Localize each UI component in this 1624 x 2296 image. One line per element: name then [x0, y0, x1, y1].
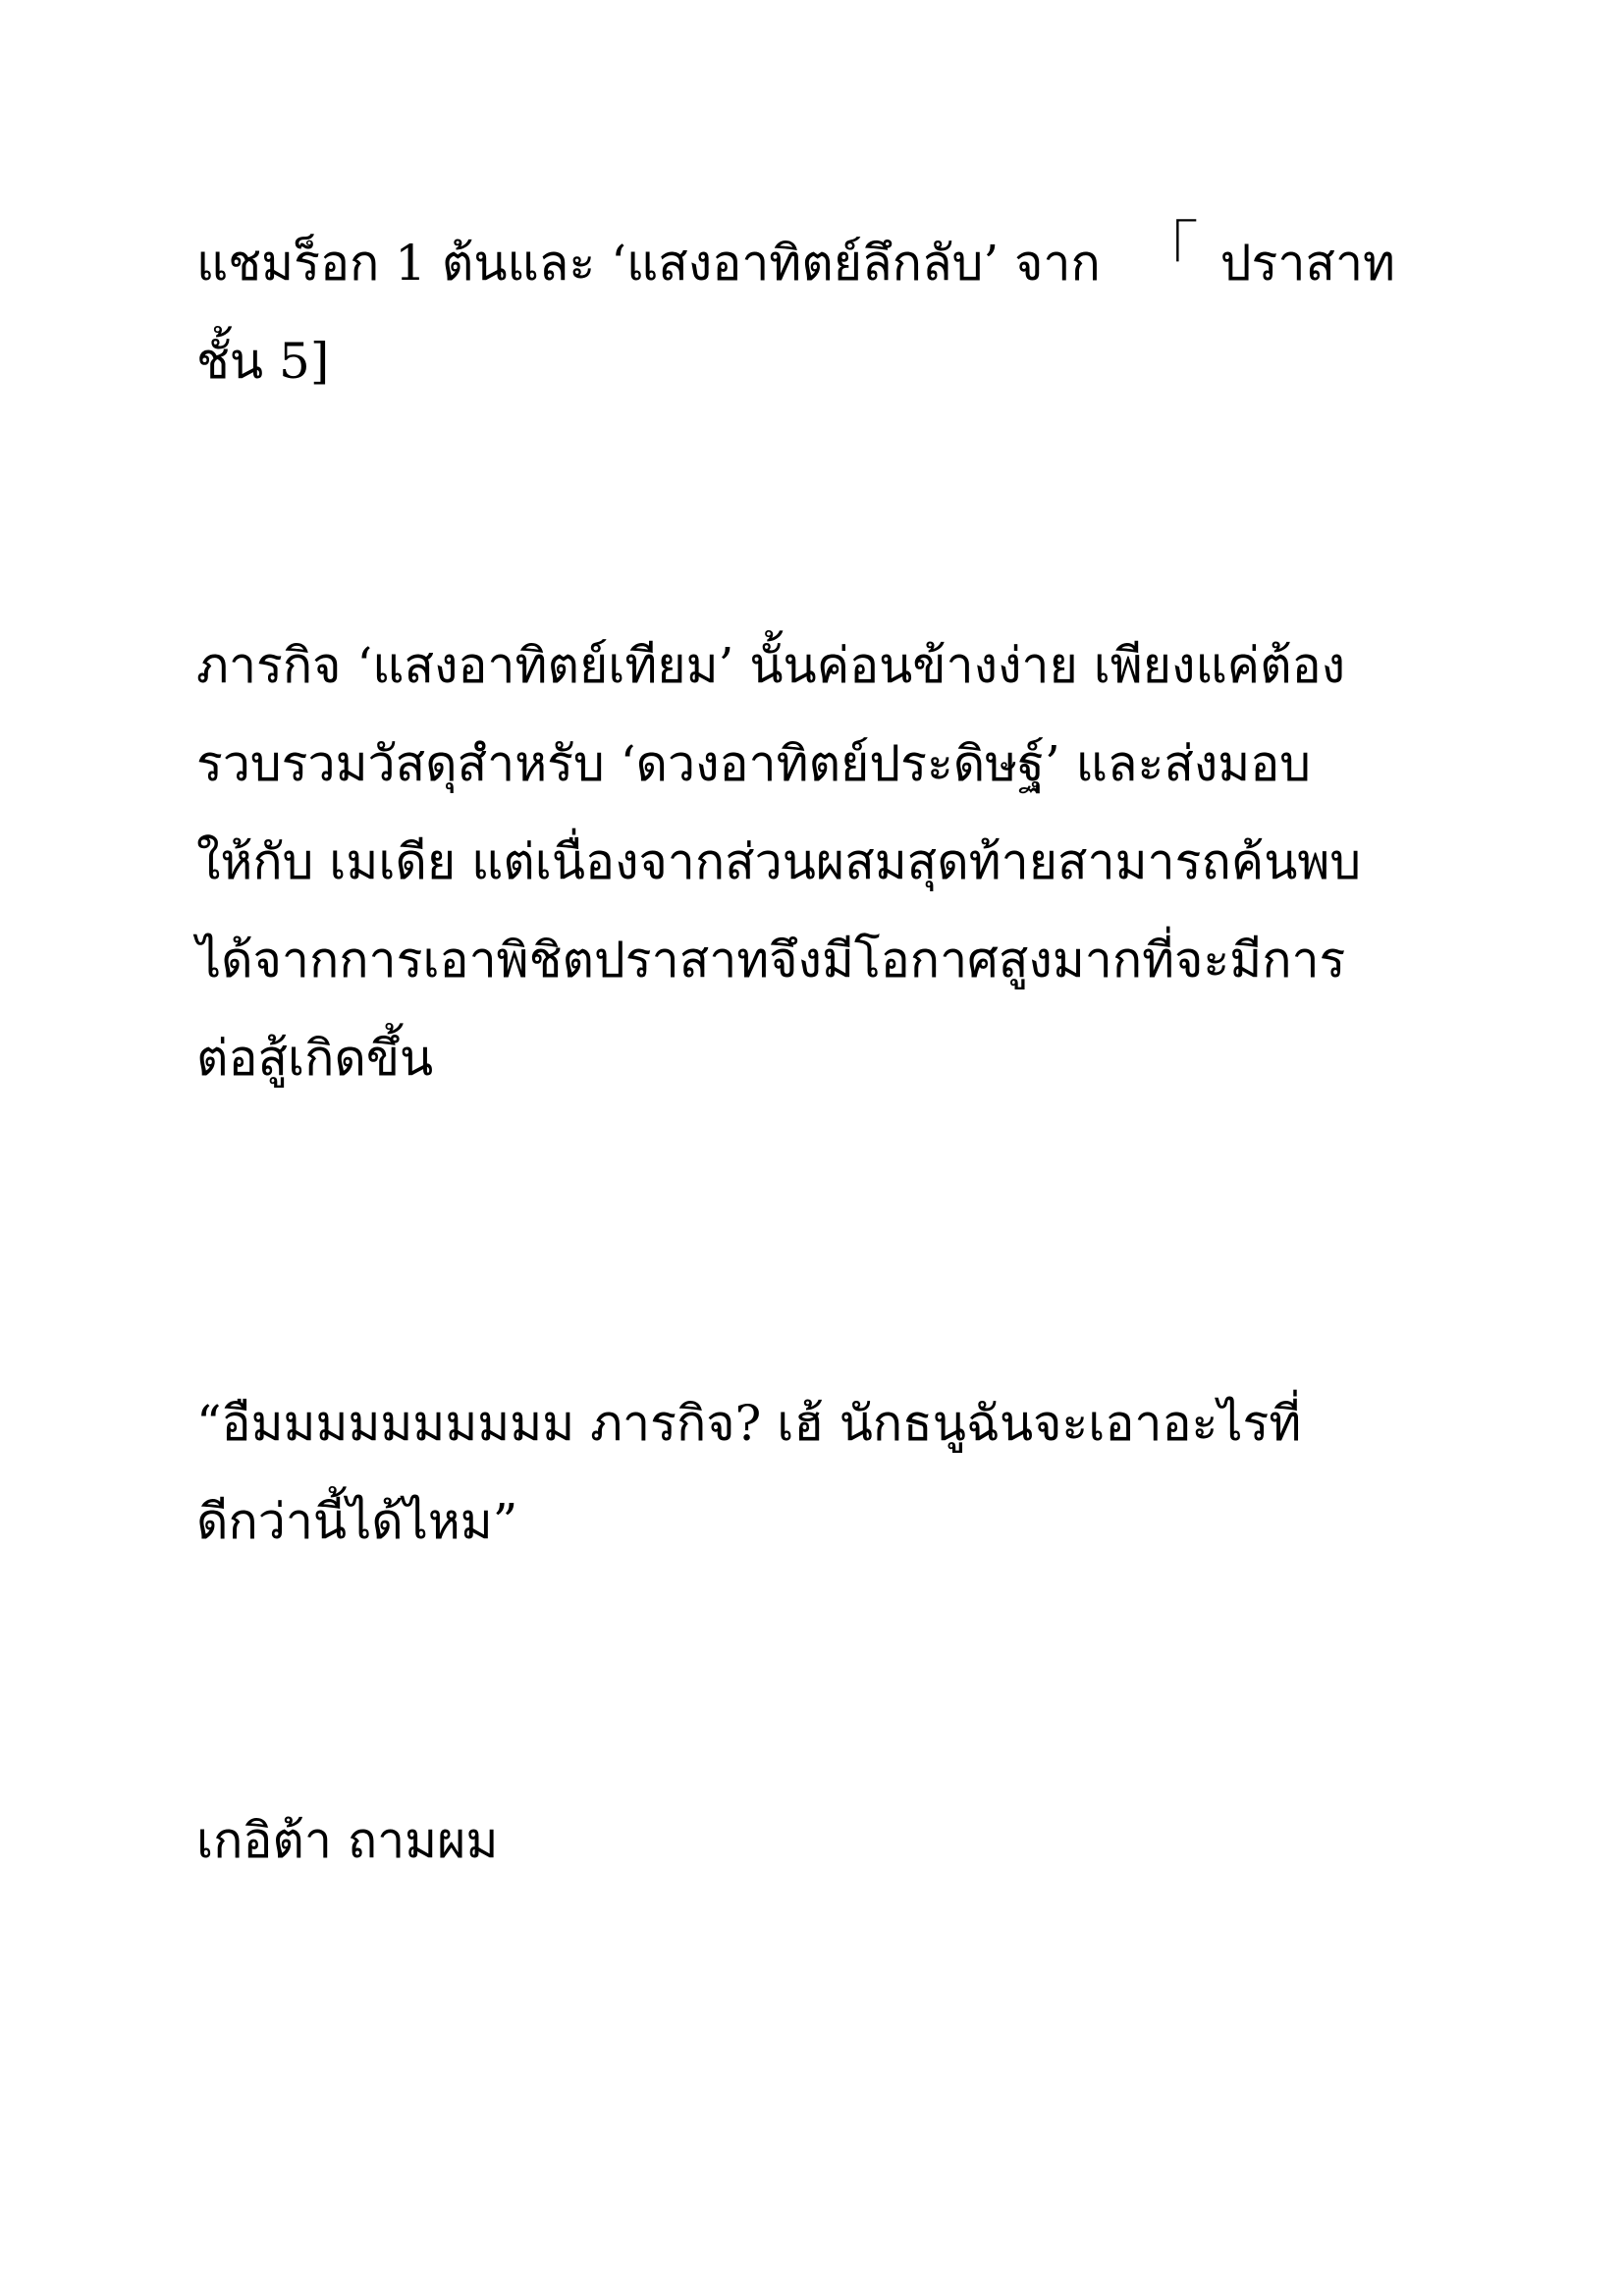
text-line: ให้กับ เมเดีย แต่เนื่องจากส่วนผสมสุดท้ายสามารถค้นพบ	[196, 833, 1362, 890]
corner-bracket-glyph: 「	[1133, 214, 1199, 290]
paragraph-dialogue-tag	[196, 1791, 1463, 1890]
paragraph-narration	[196, 616, 1463, 1107]
text-line: ดีกว่านี้ได้ไหม”	[196, 1493, 518, 1550]
text-line: ภารกิจ ‘แสงอาทิตย์เทียม’ นั้นค่อนข้างง่าย เพียงแค่ต้อง	[196, 637, 1346, 694]
text-segment: แชมร็อก 1 ต้นและ ‘แสงอาทิตย์ลึกลับ’ จาก	[196, 235, 1101, 292]
text-segment: ปราสาท	[1219, 235, 1395, 292]
text-line: รวบรวมวัสดุสำหรับ ‘ดวงอาทิตย์ประดิษฐ์’ และส่งมอบ	[196, 735, 1311, 792]
paragraph-dialogue	[196, 1374, 1463, 1571]
text-line: ได้จากการเอาพิชิตปราสาทจึงมีโอกาศสูงมากที่จะมีการ	[196, 932, 1346, 988]
text-line: เกอิต้า ถามผม	[196, 1812, 499, 1869]
text-line	[196, 214, 1463, 312]
text-line: ต่อสู้เกิดขึ้น	[196, 1030, 434, 1087]
paragraph-item-note	[196, 214, 1463, 410]
text-line: ชั้น 5]	[196, 333, 330, 390]
text-line: “อืมมมมมมมมมม ภารกิจ? เฮ้ นักธนูฉันจะเอาอะไรที่	[196, 1395, 1302, 1452]
